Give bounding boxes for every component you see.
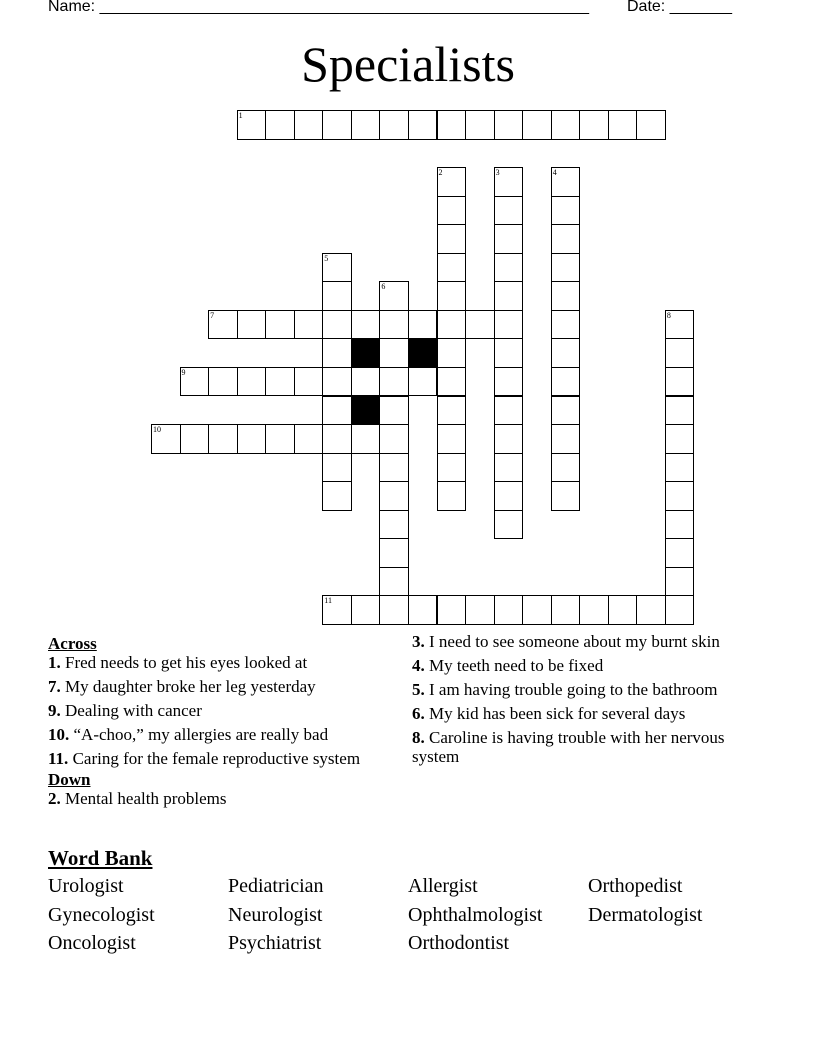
word-bank-word: Urologist [48, 875, 124, 897]
crossword-cell[interactable] [437, 224, 467, 254]
word-bank-title: Word Bank [48, 846, 153, 870]
clue-item [412, 704, 742, 723]
crossword-cell[interactable] [379, 567, 409, 597]
crossword-cell[interactable] [665, 481, 695, 511]
word-bank-word: Orthodontist [408, 932, 510, 954]
clue-number: 4 [552, 168, 557, 178]
crossword-cell[interactable] [494, 481, 524, 511]
crossword-cell[interactable] [351, 424, 381, 454]
crossword-cell[interactable] [437, 167, 467, 197]
crossword-cell[interactable] [665, 310, 695, 340]
crossword-cell[interactable] [551, 424, 581, 454]
crossword-cell[interactable] [437, 367, 467, 397]
crossword-cell[interactable] [665, 424, 695, 454]
crossword-cell[interactable] [322, 310, 352, 340]
clue-number: 9 [181, 367, 186, 377]
crossword-cell[interactable] [237, 110, 267, 140]
crossword-cell[interactable] [237, 310, 267, 340]
crossword-cell[interactable] [437, 310, 467, 340]
crossword-cell[interactable] [237, 367, 267, 397]
clue-num: 2. [48, 789, 61, 808]
crossword-cell[interactable] [379, 595, 409, 625]
crossword-cell[interactable] [322, 281, 352, 311]
crossword-cell[interactable] [437, 196, 467, 226]
crossword-cell[interactable] [294, 367, 324, 397]
crossword-cell[interactable] [208, 310, 238, 340]
clue-item [412, 632, 742, 651]
clue-text: My daughter broke her leg yesterday [65, 677, 316, 696]
clue-item [48, 789, 388, 808]
crossword-cell[interactable] [437, 281, 467, 311]
crossword-cell[interactable] [494, 253, 524, 283]
crossword-cell[interactable] [180, 424, 210, 454]
crossword-cell[interactable] [494, 424, 524, 454]
crossword-cell[interactable] [408, 310, 438, 340]
crossword-cell[interactable] [437, 595, 467, 625]
clue-num: 4. [412, 656, 425, 675]
clue-item [412, 680, 742, 699]
clue-number: 10 [153, 425, 161, 435]
clue-number: 2 [438, 168, 443, 178]
date-field-label: Date: _______ [627, 0, 732, 15]
crossword-cell[interactable] [437, 338, 467, 368]
crossword-cell[interactable] [237, 424, 267, 454]
crossword-cell[interactable] [437, 110, 467, 140]
crossword-cell[interactable] [265, 424, 295, 454]
crossword-cell[interactable] [379, 281, 409, 311]
crossword-cell[interactable] [608, 595, 638, 625]
crossword-cell[interactable] [551, 367, 581, 397]
crossword-cell[interactable] [465, 310, 495, 340]
crossword-cell[interactable] [551, 338, 581, 368]
clue-text: Dealing with cancer [65, 701, 202, 720]
crossword-cell[interactable] [294, 110, 324, 140]
crossword-cell[interactable] [522, 595, 552, 625]
crossword-black-cell [408, 338, 438, 368]
crossword-cell[interactable] [608, 110, 638, 140]
crossword-cell[interactable] [494, 510, 524, 540]
clue-num: 6. [412, 704, 425, 723]
word-bank-word: Dermatologist [588, 904, 703, 926]
crossword-cell[interactable] [494, 310, 524, 340]
down-clue-list-right [412, 632, 742, 766]
word-bank-word: Allergist [408, 875, 478, 897]
crossword-cell[interactable] [494, 595, 524, 625]
crossword-cell[interactable] [408, 367, 438, 397]
crossword-black-cell [351, 338, 381, 368]
crossword-cell[interactable] [322, 481, 352, 511]
crossword-cell[interactable] [494, 338, 524, 368]
crossword-cell[interactable] [322, 424, 352, 454]
crossword-cell[interactable] [322, 110, 352, 140]
crossword-cell[interactable] [379, 367, 409, 397]
crossword-cell[interactable] [494, 453, 524, 483]
crossword-cell[interactable] [636, 110, 666, 140]
clue-item [48, 677, 388, 696]
crossword-cell[interactable] [208, 424, 238, 454]
crossword-cell[interactable] [265, 367, 295, 397]
clue-num: 7. [48, 677, 61, 696]
crossword-cell[interactable] [665, 453, 695, 483]
crossword-cell[interactable] [180, 367, 210, 397]
crossword-cell[interactable] [551, 396, 581, 426]
word-bank-word: Pediatrician [228, 875, 324, 897]
crossword-cell[interactable] [465, 595, 495, 625]
crossword-cell[interactable] [437, 396, 467, 426]
crossword-cell[interactable] [322, 338, 352, 368]
crossword-cell[interactable] [322, 253, 352, 283]
clue-number: 1 [238, 111, 243, 120]
word-bank-word: Orthopedist [588, 875, 683, 897]
crossword-cell[interactable] [551, 453, 581, 483]
crossword-cell[interactable] [551, 310, 581, 340]
word-bank-word: Gynecologist [48, 904, 155, 926]
crossword-cell[interactable] [379, 424, 409, 454]
crossword-cell[interactable] [351, 110, 381, 140]
crossword-cell[interactable] [408, 110, 438, 140]
clues-right-column [412, 632, 742, 771]
crossword-cell[interactable] [551, 110, 581, 140]
crossword-cell[interactable] [379, 510, 409, 540]
crossword-cell[interactable] [551, 481, 581, 511]
crossword-cell[interactable] [494, 110, 524, 140]
word-bank-word: Psychiatrist [228, 932, 322, 954]
crossword-cell[interactable] [551, 167, 581, 197]
clue-num: 1. [48, 653, 61, 672]
crossword-cell[interactable] [294, 424, 324, 454]
down-heading: Down [48, 770, 91, 789]
clue-item [48, 701, 388, 720]
crossword-cell[interactable] [379, 453, 409, 483]
clue-number: 7 [210, 310, 215, 320]
crossword-cell[interactable] [551, 253, 581, 283]
crossword-cell[interactable] [379, 338, 409, 368]
crossword-cell[interactable] [579, 595, 609, 625]
crossword-cell[interactable] [322, 453, 352, 483]
crossword-cell[interactable] [665, 338, 695, 368]
crossword-cell[interactable] [665, 367, 695, 397]
crossword-black-cell [351, 396, 381, 426]
clue-num: 8. [412, 728, 425, 747]
crossword-cell[interactable] [437, 481, 467, 511]
crossword-cell[interactable] [494, 367, 524, 397]
crossword-cell[interactable] [322, 367, 352, 397]
word-bank-word: Oncologist [48, 932, 136, 954]
clue-item [412, 728, 742, 766]
crossword-cell[interactable] [265, 310, 295, 340]
clue-item [48, 653, 388, 672]
crossword-cell[interactable] [322, 396, 352, 426]
crossword-cell[interactable] [665, 510, 695, 540]
crossword-cell[interactable] [522, 110, 552, 140]
crossword-cell[interactable] [351, 310, 381, 340]
page-title: Specialists [301, 36, 515, 92]
crossword-cell[interactable] [208, 367, 238, 397]
name-field-label: Name: _______________________________________________________ [48, 0, 589, 15]
crossword-cell[interactable] [408, 595, 438, 625]
crossword-cell[interactable] [265, 110, 295, 140]
crossword-cell[interactable] [494, 396, 524, 426]
crossword-cell[interactable] [465, 110, 495, 140]
crossword-cell[interactable] [437, 453, 467, 483]
crossword-cell[interactable] [551, 196, 581, 226]
clue-item [48, 725, 388, 744]
clue-item [412, 656, 742, 675]
across-clue-list [48, 653, 388, 768]
clue-number: 6 [381, 282, 386, 292]
crossword-cell[interactable] [379, 481, 409, 511]
crossword-cell[interactable] [379, 310, 409, 340]
clue-text: Mental health problems [65, 789, 227, 808]
crossword-cell[interactable] [551, 281, 581, 311]
clue-num: 11. [48, 749, 69, 768]
crossword-cell[interactable] [494, 281, 524, 311]
clue-num: 9. [48, 701, 61, 720]
crossword-cell[interactable] [494, 196, 524, 226]
crossword-cell[interactable] [351, 367, 381, 397]
clue-number: 3 [495, 168, 500, 178]
crossword-cell[interactable] [494, 167, 524, 197]
clue-text: I need to see someone about my burnt skin [429, 632, 720, 651]
crossword-cell[interactable] [665, 396, 695, 426]
clue-num: 5. [412, 680, 425, 699]
crossword-cell[interactable] [494, 224, 524, 254]
across-heading: Across [48, 634, 97, 653]
clue-text: Fred needs to get his eyes looked at [65, 653, 308, 672]
clue-text: My kid has been sick for several days [429, 704, 686, 723]
crossword-cell[interactable] [636, 595, 666, 625]
crossword-cell[interactable] [322, 595, 352, 625]
clue-number: 11 [324, 596, 332, 606]
clue-num: 10. [48, 725, 70, 744]
clues-left-column [48, 632, 388, 813]
crossword-cell[interactable] [151, 424, 181, 454]
crossword-cell[interactable] [579, 110, 609, 140]
crossword-cell[interactable] [379, 538, 409, 568]
down-clue-list-left [48, 789, 388, 808]
clue-text: I am having trouble going to the bathroom [429, 680, 718, 699]
crossword-cell[interactable] [437, 424, 467, 454]
clue-num: 3. [412, 632, 425, 651]
clue-text: My teeth need to be fixed [429, 656, 604, 675]
crossword-cell[interactable] [551, 595, 581, 625]
clue-text: Caroline is having trouble with her nervous system [412, 728, 725, 766]
word-bank-word: Neurologist [228, 904, 323, 926]
crossword-cell[interactable] [294, 310, 324, 340]
crossword-cell[interactable] [351, 595, 381, 625]
crossword-cell[interactable] [665, 595, 695, 625]
clue-text: “A-choo,” my allergies are really bad [73, 725, 329, 744]
word-bank-word: Ophthalmologist [408, 904, 543, 926]
crossword-cell[interactable] [665, 538, 695, 568]
crossword-cell[interactable] [379, 110, 409, 140]
clue-number: 5 [324, 253, 329, 263]
crossword-cell[interactable] [379, 396, 409, 426]
clue-item [48, 749, 388, 768]
clue-number: 8 [666, 310, 671, 320]
crossword-cell[interactable] [437, 253, 467, 283]
crossword-cell[interactable] [665, 567, 695, 597]
clue-text: Caring for the female reproductive system [72, 749, 361, 768]
crossword-cell[interactable] [551, 224, 581, 254]
